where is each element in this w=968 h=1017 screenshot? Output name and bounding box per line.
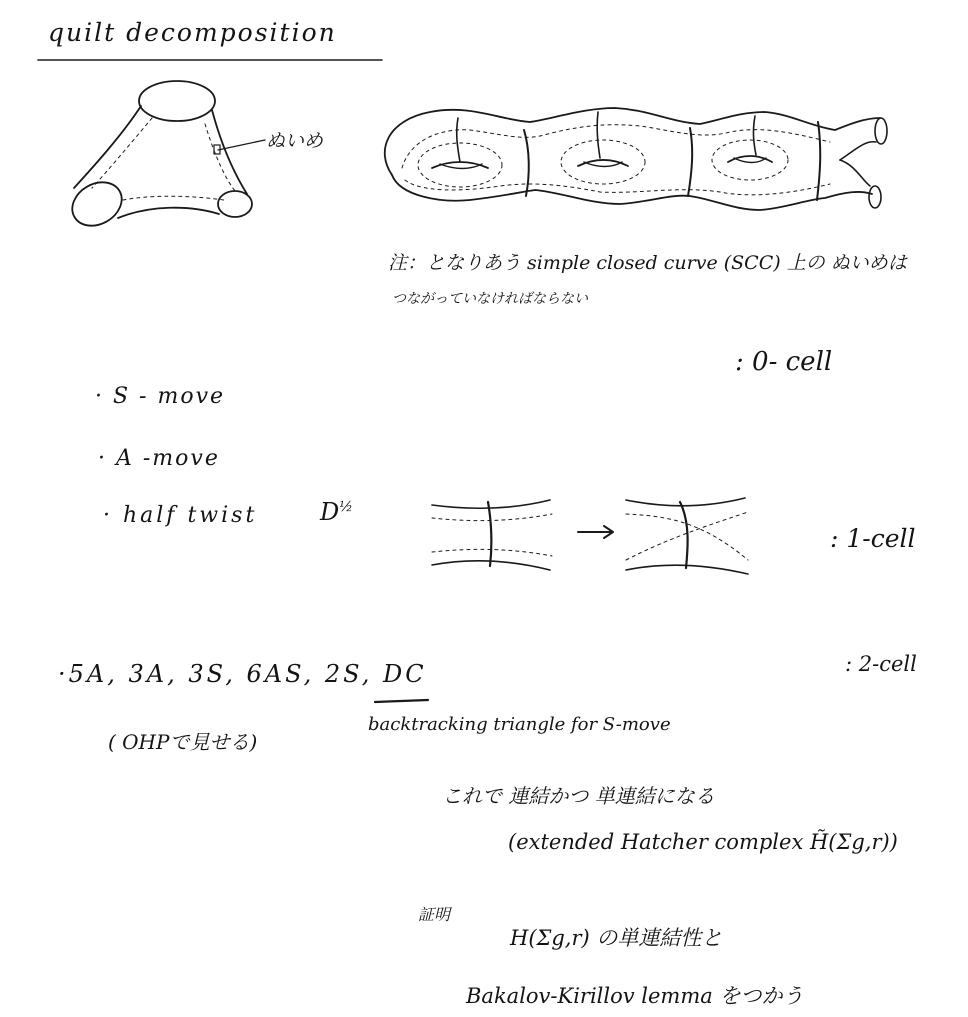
move-half-twist: · half twist [103, 503, 258, 528]
proof-line-2: Bakalov-Kirillov lemma をつかう [466, 984, 804, 1008]
half-twist-d: D [320, 498, 340, 526]
move-a: · A -move [98, 446, 220, 471]
note-line-1: 注：となりあう simple closed curve (SCC) 上の ぬいめは [388, 252, 907, 274]
proof-line-1: H(Σg,r) の単連結性と [510, 926, 723, 950]
zero-cell-label: : 0- cell [735, 347, 833, 377]
ohp-note: ( OHPで見せる) [108, 730, 258, 754]
one-cell-label: : 1-cell [830, 524, 916, 553]
relations-list: ·5A, 3A, 3S, 6AS, 2S, DC [58, 660, 427, 688]
consequence-line-1: これで 連結かつ 単連結になる [442, 784, 715, 808]
proof-label: 証明 [418, 905, 451, 924]
note-line-2: つながっていなければならない [392, 291, 588, 307]
seam-label: ぬいめ [266, 130, 324, 152]
two-cell-label: : 2-cell [845, 652, 917, 676]
half-twist-exponent: ½ [339, 499, 353, 515]
consequence-line-2: (extended Hatcher complex H̃(Σg,r)) [508, 830, 898, 854]
page-title: quilt decomposition [48, 18, 337, 47]
backtracking-note: backtracking triangle for S-move [368, 714, 671, 735]
move-s: · S - move [95, 384, 226, 409]
